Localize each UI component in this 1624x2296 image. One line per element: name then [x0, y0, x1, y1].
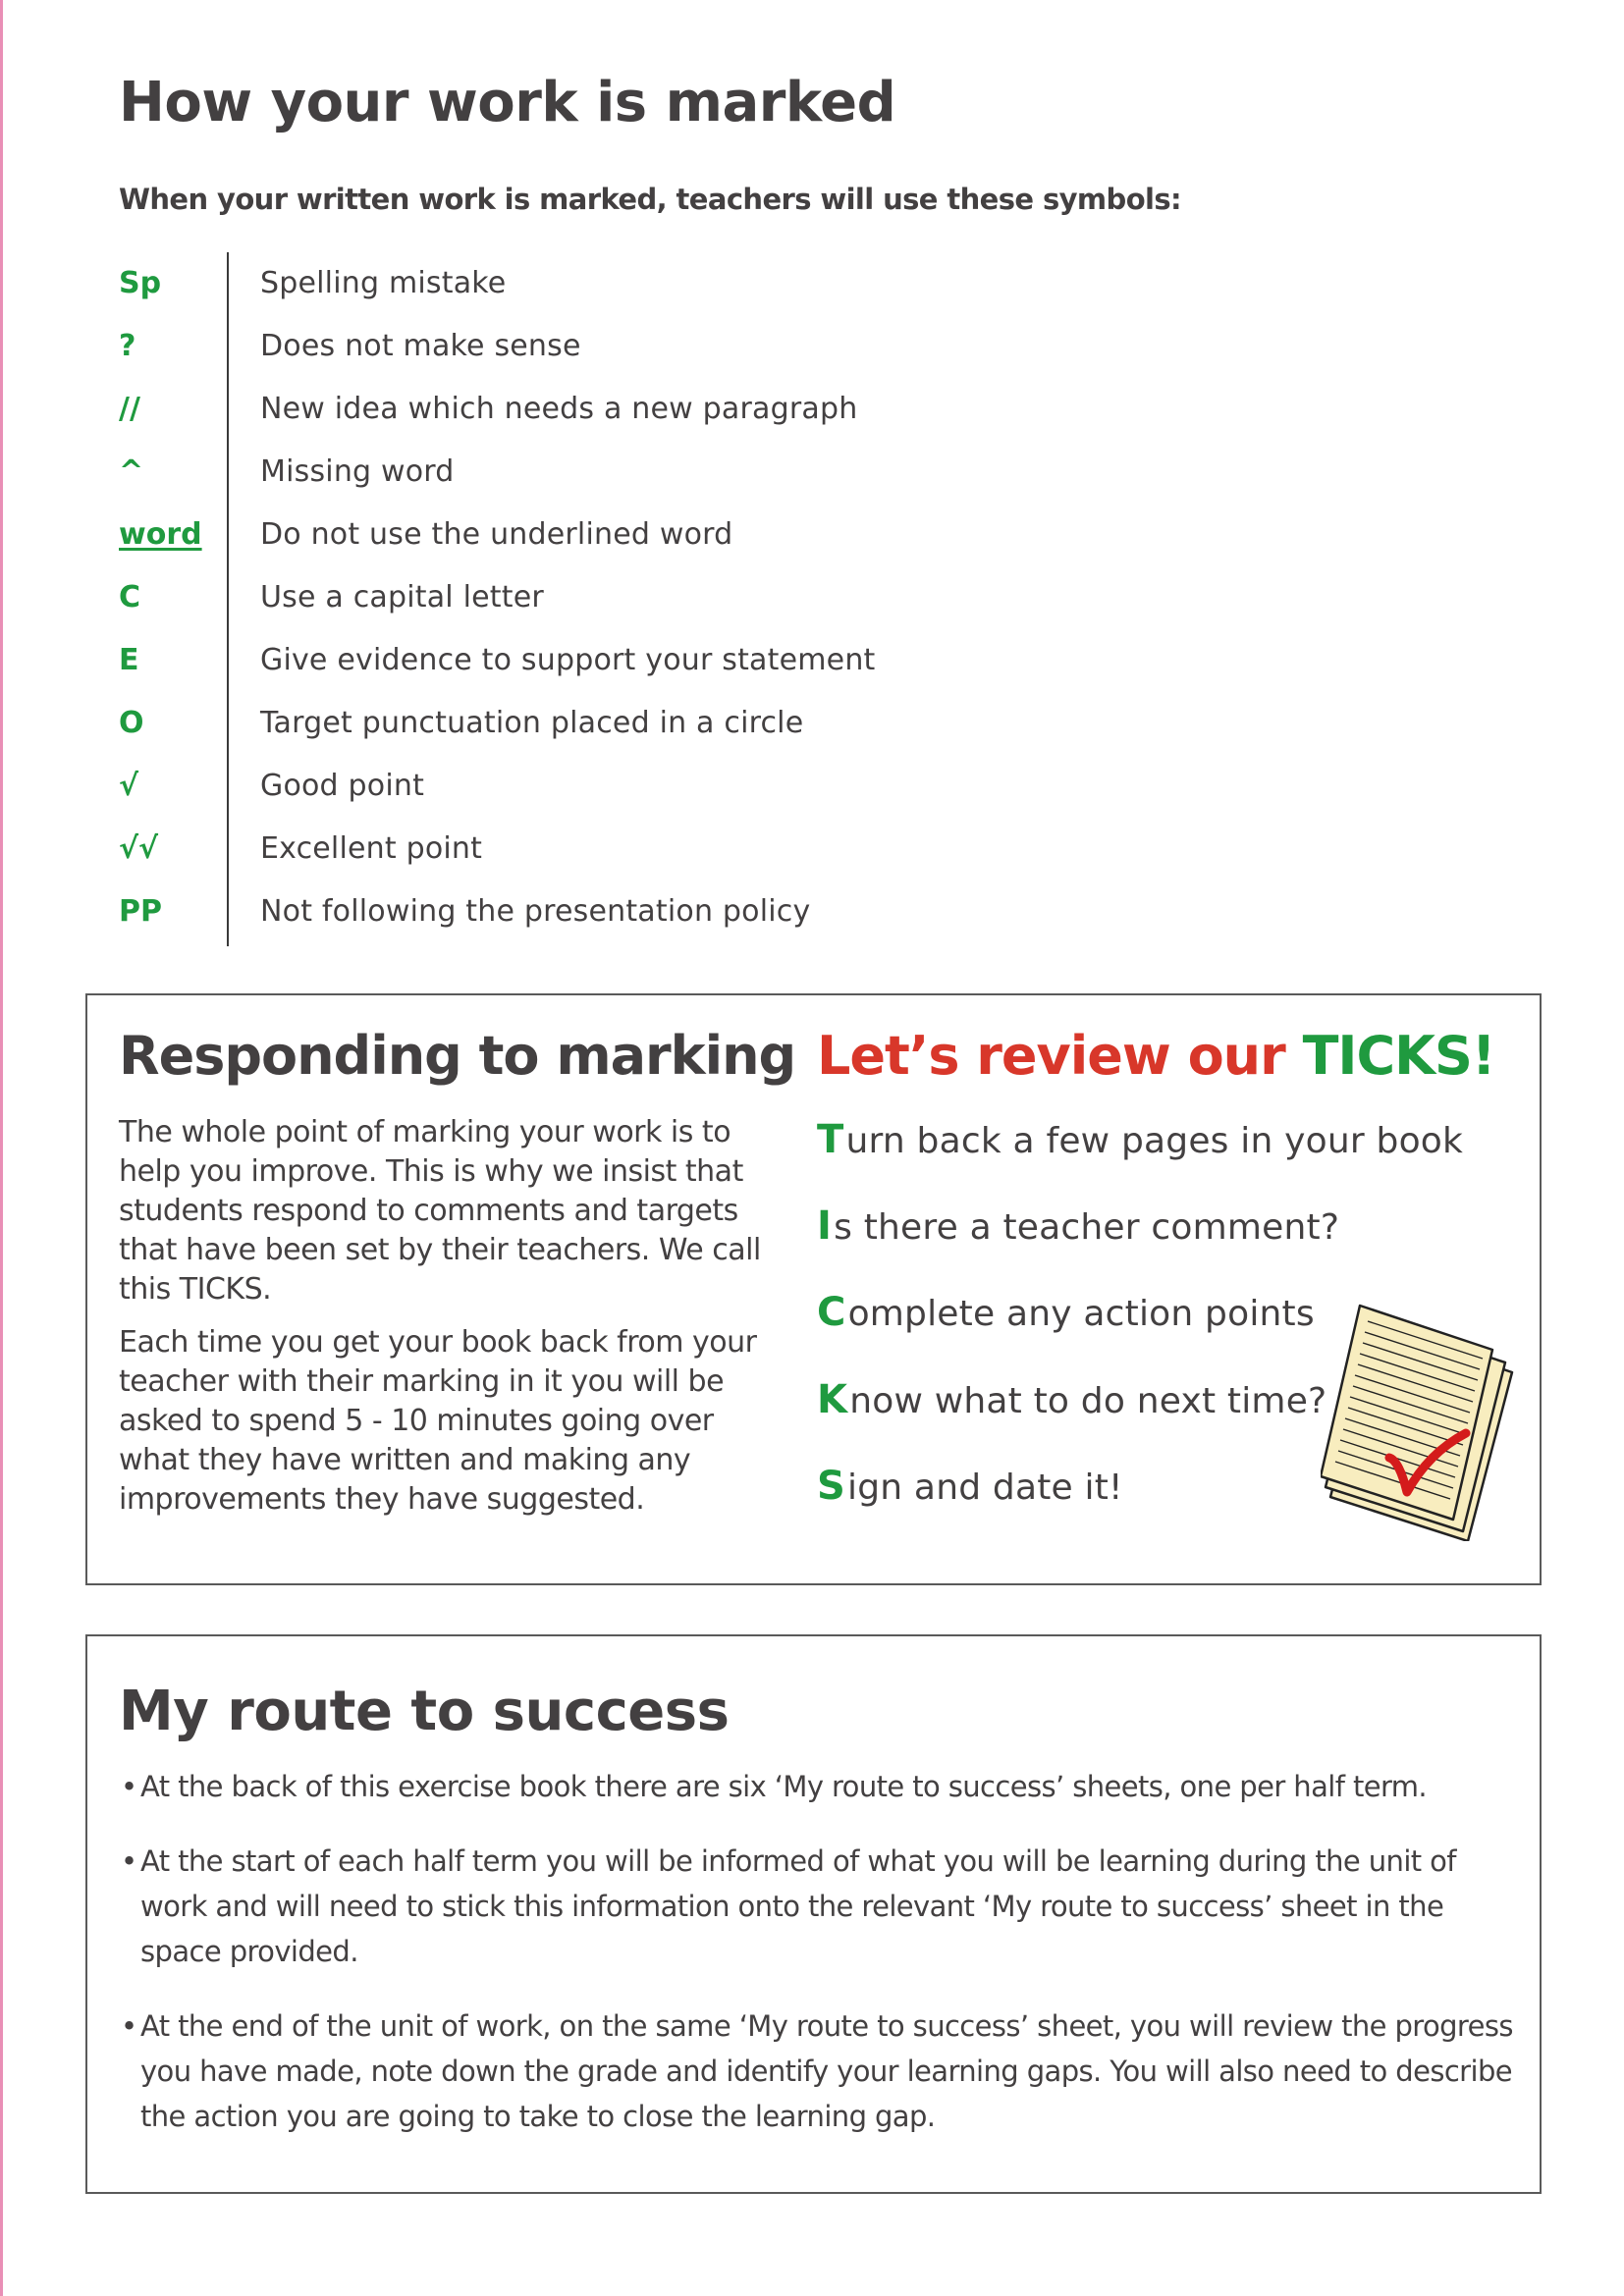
- symbol-key: word: [119, 517, 202, 552]
- ticks-item: [817, 1290, 1315, 1335]
- symbol-description: Target punctuation placed in a circle: [260, 706, 804, 740]
- page-title: How your work is marked: [119, 71, 896, 134]
- symbol-row: [119, 818, 1002, 881]
- symbol-key: Sp: [119, 266, 162, 300]
- ticks-item: [817, 1464, 1123, 1509]
- route-title: My route to success: [119, 1680, 730, 1743]
- route-item-text: At the end of the unit of work, on the same ‘My route to success’ sheet, you will review the progress you have made, note down the grade and identify your learning gaps. You will also need to describe the action you are going to take to close the learning gap.: [140, 2009, 1513, 2133]
- ticks-text: ign and date it!: [847, 1468, 1123, 1508]
- bullet-icon: •: [121, 2009, 137, 2043]
- ticks-initial: C: [817, 1290, 846, 1335]
- symbol-description: Spelling mistake: [260, 266, 507, 300]
- ticks-title-word: TICKS!: [1302, 1025, 1495, 1087]
- symbol-row: [119, 378, 1002, 441]
- route-item-text: At the back of this exercise book there are six ‘My route to success’ sheets, one per half term.: [140, 1770, 1428, 1803]
- ticks-initial: S: [817, 1464, 846, 1509]
- ticks-text: omplete any action points: [847, 1294, 1315, 1334]
- symbol-description: Give evidence to support your statement: [260, 643, 876, 677]
- symbol-row: [119, 504, 1002, 566]
- route-item-text: At the start of each half term you will be informed of what you will be learning during the unit of work and will need to stick this information onto the relevant ‘My route to success’ sheet in the space provided.: [140, 1844, 1456, 1968]
- route-list-item: [119, 1839, 1513, 1974]
- route-list-item: [119, 2003, 1513, 2139]
- symbol-key: PP: [119, 894, 162, 929]
- symbol-key: E: [119, 643, 139, 677]
- symbol-description: Excellent point: [260, 831, 483, 866]
- responding-paragraph: Each time you get your book back from your teacher with their marking in it you will be asked to spend 5 - 10 minutes going over what they have written and making any improvements they have suggested.: [119, 1325, 757, 1517]
- symbol-description: Use a capital letter: [260, 580, 544, 614]
- symbol-key: //: [119, 392, 140, 426]
- route-list-item: [119, 1764, 1513, 1809]
- symbol-key: ^: [119, 454, 144, 489]
- ticks-initial: T: [817, 1117, 844, 1162]
- symbol-key: ?: [119, 329, 136, 363]
- ticks-text: s there a teacher comment?: [834, 1207, 1340, 1248]
- route-to-success-box: [85, 1634, 1542, 2194]
- ticks-title: [817, 1025, 1494, 1087]
- symbol-row: [119, 566, 1002, 629]
- responding-title: Responding to marking: [119, 1025, 796, 1087]
- route-list: [119, 1764, 1513, 2168]
- symbol-description: Not following the presentation policy: [260, 894, 811, 929]
- ticks-text: urn back a few pages in your book: [845, 1121, 1464, 1161]
- notepad-with-tick-icon: [1321, 1296, 1517, 1541]
- symbols-intro: When your written work is marked, teachers will use these symbols:: [119, 183, 1182, 216]
- symbol-description: Missing word: [260, 454, 455, 489]
- ticks-item: [817, 1377, 1326, 1422]
- bullet-icon: •: [121, 1844, 137, 1878]
- symbol-row: [119, 315, 1002, 378]
- page-edge-stripe: [0, 0, 3, 2296]
- symbol-description: Good point: [260, 769, 425, 803]
- symbol-description: Does not make sense: [260, 329, 581, 363]
- ticks-text: now what to do next time?: [849, 1381, 1327, 1421]
- symbol-key: √√: [119, 831, 159, 866]
- symbol-row: [119, 755, 1002, 818]
- ticks-item: [817, 1117, 1463, 1162]
- ticks-title-lead: Let’s review our: [817, 1025, 1303, 1087]
- responding-to-marking-box: [85, 993, 1542, 1585]
- symbol-row: [119, 692, 1002, 755]
- responding-paragraph: The whole point of marking your work is to help you improve. This is why we insist that students respond to comments and targets that have been set by their teachers. We call this TICKS.: [119, 1115, 761, 1307]
- symbol-description: New idea which needs a new paragraph: [260, 392, 858, 426]
- bullet-icon: •: [121, 1770, 137, 1803]
- symbol-row: [119, 881, 1002, 943]
- symbol-key: √: [119, 769, 139, 803]
- symbol-key: O: [119, 706, 144, 740]
- symbol-row: [119, 441, 1002, 504]
- symbol-row: [119, 629, 1002, 692]
- symbol-row: [119, 252, 1002, 315]
- ticks-initial: I: [817, 1203, 833, 1249]
- ticks-initial: K: [817, 1377, 848, 1422]
- symbol-description: Do not use the underlined word: [260, 517, 733, 552]
- symbol-key: C: [119, 580, 141, 614]
- ticks-item: [817, 1203, 1339, 1249]
